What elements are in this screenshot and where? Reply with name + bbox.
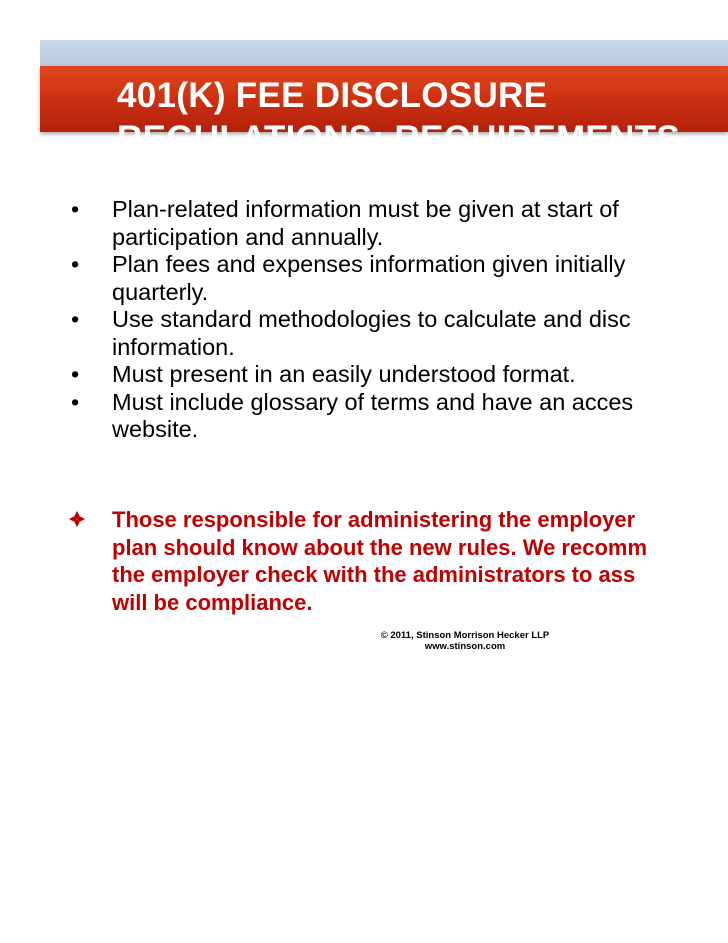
slide-title [117, 74, 680, 160]
callout-text: the employer check with the administrators to ass [112, 562, 636, 587]
bullet-dot-icon: • [71, 306, 80, 332]
footer-copyright: © 2011, Stinson Morrison Hecker LLP [380, 630, 550, 641]
bullet-dot-icon: • [71, 388, 80, 415]
footer-website: www.stinson.com [424, 641, 506, 652]
callout-note [62, 506, 728, 616]
bullet-text: Must include glossary of terms and have an acces [112, 388, 634, 415]
diamond-bullet-icon [68, 510, 86, 528]
slide-title-line-1: 401(K) FEE DISCLOSURE [117, 76, 548, 115]
bullet-text: information. [112, 333, 235, 360]
callout-text: Those responsible for administering the employer [112, 507, 636, 532]
callout-text: will be compliance. [112, 589, 313, 615]
bullet-text: participation and annually. [112, 223, 384, 250]
bullet-dot-icon: • [71, 361, 80, 387]
bullet-text: Plan fees and expenses information given initially [112, 251, 626, 277]
bullet-text: quarterly. [112, 278, 209, 305]
bullet-text: website. [112, 416, 199, 442]
bullet-item [62, 361, 728, 389]
bullet-text: Must present in an easily understood format. [112, 361, 576, 387]
bullet-item [62, 389, 728, 444]
bullet-dot-icon: • [71, 251, 80, 277]
bullet-dot-icon: • [71, 196, 80, 222]
footer [340, 630, 590, 652]
bullet-list [62, 196, 728, 444]
callout-text: plan should know about the new rules. We recomm [112, 534, 648, 560]
bullet-item [62, 251, 728, 306]
header-strip [40, 40, 728, 66]
bullet-item [62, 306, 728, 361]
slide-title-line-2: REGULATIONS: REQUIREMENTS [117, 119, 680, 158]
bullet-text: Use standard methodologies to calculate and disc [112, 306, 631, 332]
bullet-item [62, 196, 728, 251]
bullet-text: Plan-related information must be given at start of [112, 196, 619, 222]
